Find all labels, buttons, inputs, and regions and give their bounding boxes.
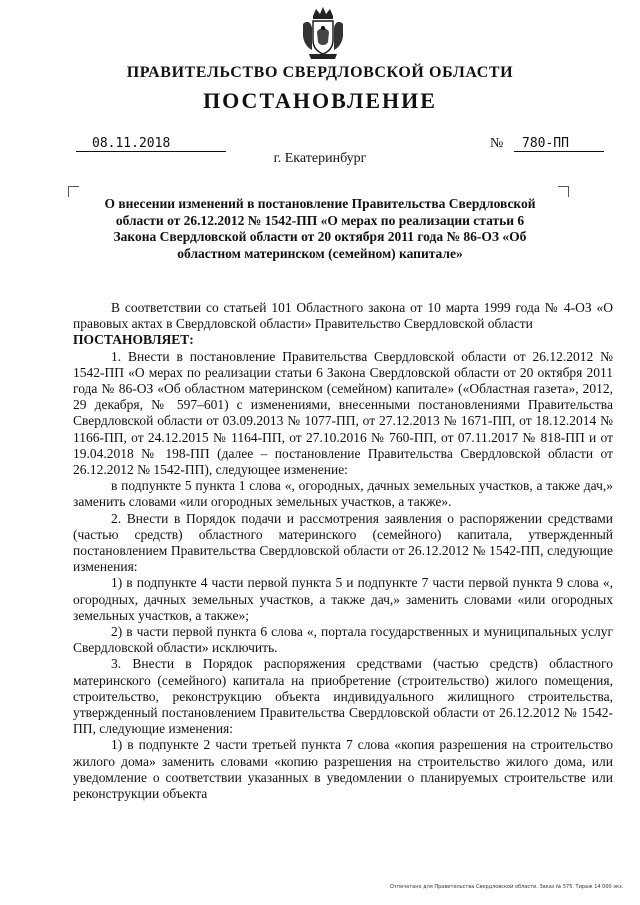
title-corner-mark-left: [68, 186, 79, 197]
decree-word: ПОСТАНОВЛЯЕТ:: [73, 332, 194, 348]
document-number: 780-ПП: [514, 137, 604, 152]
paragraph-1-amendment: в подпункте 5 пункта 1 слова «, огородных, дачных земельных участков, а также дач,» заменить словами «или огородных земельных участков, а также».: [73, 478, 613, 510]
number-sign: №: [490, 136, 504, 151]
title-corner-mark-right: [558, 186, 569, 197]
organization-name: ПРАВИТЕЛЬСТВО СВЕРДЛОВСКОЙ ОБЛАСТИ: [126, 64, 514, 81]
city-name: г. Екатеринбург: [273, 151, 367, 166]
print-footer: Отпечатано для Правительства Свердловской области. Заказ № 575. Тираж 14 000 экз.: [390, 884, 624, 890]
document-title: О внесении изменений в постановление Правительства Свердловской области от 26.12.2012 № 1542-ПП «О мерах по реализации статьи 6 Закона Свердловской области от 20 октября 2011 года № 86-ОЗ «Об областном материнском (семейном) капитале»: [104, 196, 536, 261]
document-type: ПОСТАНОВЛЕНИЕ: [203, 88, 437, 113]
paragraph-3-item-1: 1) в подпункте 2 части третьей пункта 7 слова «копия разрешения на строительство жилого дома» заменить словами «копию разрешения на строительство жилого дома, или уведомление о соответствии указанных в уведомлении о планируемых строительстве или реконструкции объекта: [73, 737, 613, 802]
paragraph-3: 3. Внести в Порядок распоряжения средствами (частью средств) областного материнского (семейного) капитала на приобретение (строительство) жилого помещения, строительство, реконструкцию объекта индивидуального жилищного строительства, утвержденный постановлением Правительства Свердловской области от 26.12.2012 № 1542-ПП, следующие изменения:: [73, 656, 613, 737]
preamble-paragraph: В соответствии со статьей 101 Областного закона от 10 марта 1999 года № 4-ОЗ «О правовых актах в Свердловской области» Правительство Свердловской области: [73, 300, 613, 332]
document-number-block: [490, 137, 608, 152]
paragraph-1: 1. Внести в постановление Правительства Свердловской области от 26.12.2012 № 1542-ПП «О мерах по реализации статьи 6 Закона Свердловской области от 20 октября 2011 года № 86-ОЗ «Об областном материнском (семейном) капитале» («Областная газета», 2012, 29 декабря, № 597–601) с изменениями, внесенными постановлениями Правительства Свердловской области от 03.09.2013 № 1077-ПП, от 27.12.2013 № 1671-ПП, от 18.12.2014 № 1166-ПП, от 24.12.2015 № 1164-ПП, от 27.10.2016 № 760-ПП, от 07.11.2017 № 818-ПП и от 19.04.2018 № 198-ПП (далее – постановление Правительства Свердловской области от 26.12.2012 № 1542-ПП), следующее изменение:: [73, 348, 613, 478]
document-date: 08.11.2018: [76, 137, 226, 152]
document-body: [73, 300, 613, 802]
paragraph-2-item-1: 1) в подпункте 4 части первой пункта 5 и подпункте 7 части первой пункта 9 слова «, огородных, дачных земельных участков, а также дач,» заменить словами «или огородных земельных участков, а также»;: [73, 575, 613, 623]
paragraph-2: 2. Внести в Порядок подачи и рассмотрения заявления о распоряжении средствами (частью средств) областного материнского (семейного) капитала, утвержденный постановлением Правительства Свердловской области от 26.12.2012 № 1542-ПП, следующие изменения:: [73, 510, 613, 575]
coat-of-arms-emblem: [301, 6, 345, 62]
paragraph-2-item-2: 2) в части первой пункта 6 слова «, портала государственных и муниципальных услуг Свердловской области» исключить.: [73, 624, 613, 656]
